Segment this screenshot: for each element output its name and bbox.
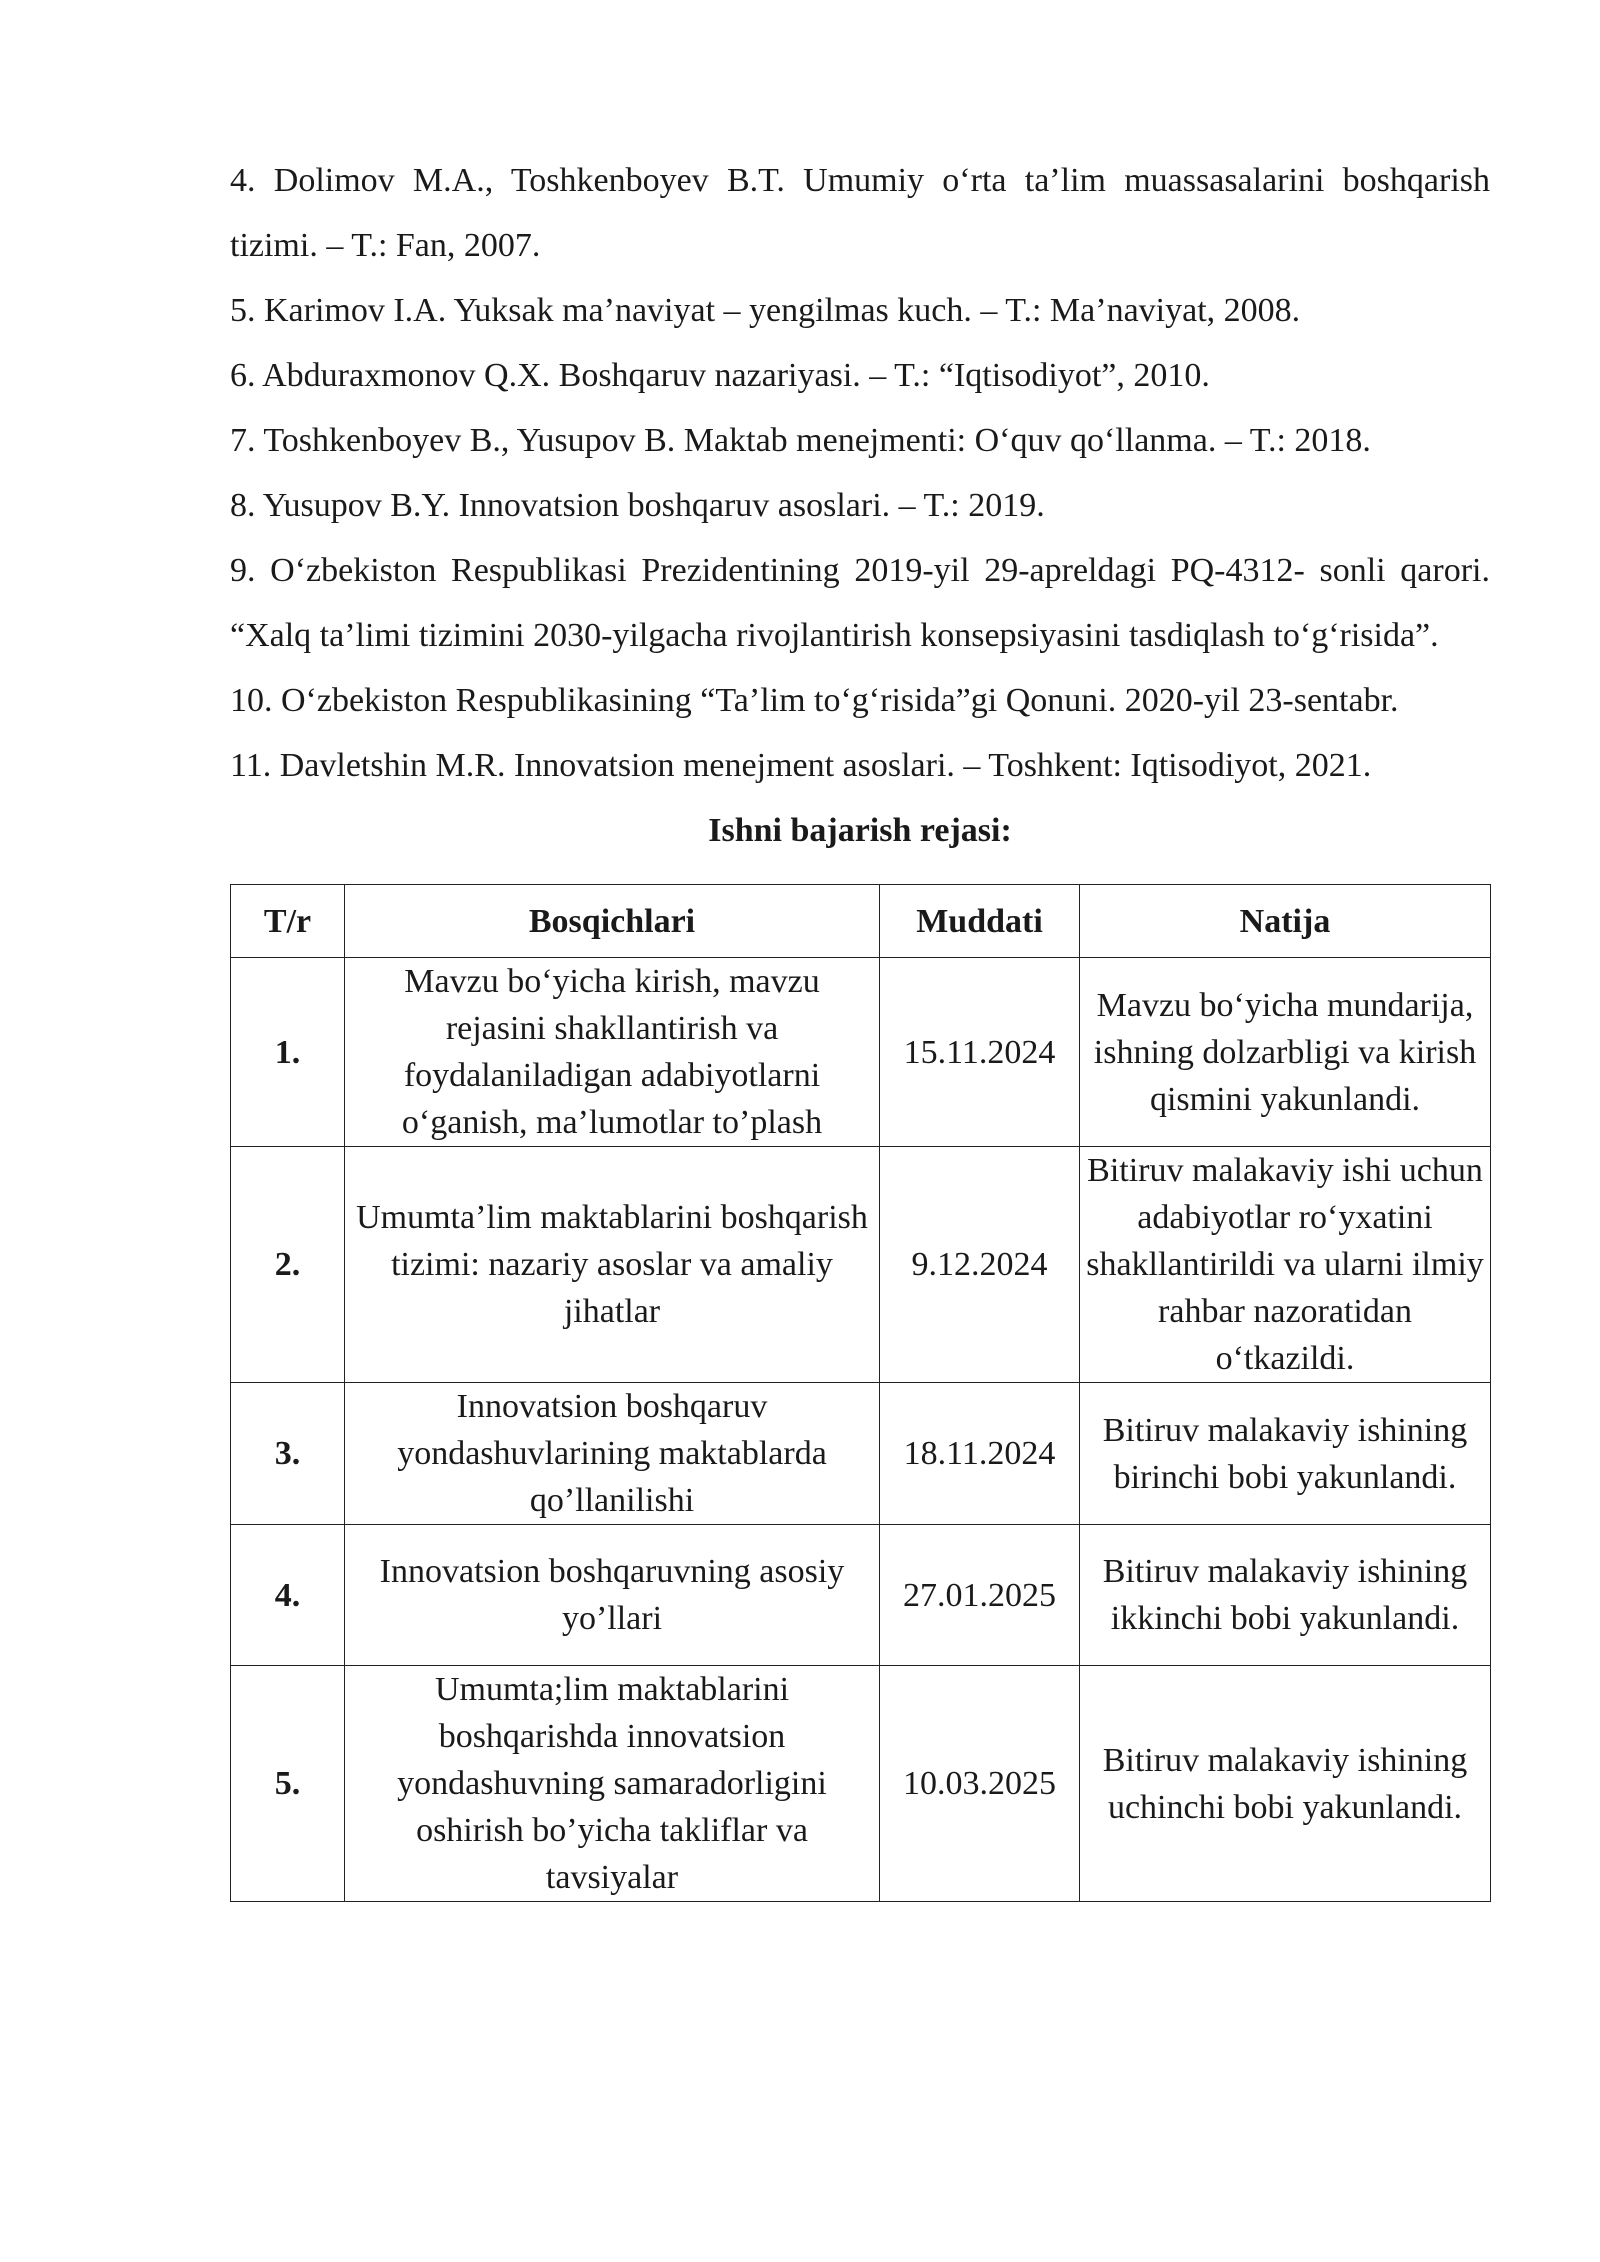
plan-header-row xyxy=(231,885,1491,958)
row-stage: Umumta’lim maktablarini boshqarish tizimi: nazariy asoslar va amaliy jihatlar xyxy=(345,1147,880,1383)
row-stage: Innovatsion boshqaruvning asosiy yo’llari xyxy=(345,1525,880,1666)
reference-list xyxy=(230,148,1490,798)
row-stage: Innovatsion boshqaruv yondashuvlarining maktablarda qo’llanilishi xyxy=(345,1383,880,1525)
row-result: Bitiruv malakaviy ishi uchun adabiyotlar ro‘yxatini shakllantirildi va ularni ilmiy rahbar nazoratidan o‘tkazildi. xyxy=(1080,1147,1491,1383)
header-stages: Bosqichlari xyxy=(345,885,880,958)
table-row xyxy=(231,958,1491,1147)
row-result: Bitiruv malakaviy ishining uchinchi bobi yakunlandi. xyxy=(1080,1666,1491,1902)
reference-item-8: 8. Yusupov B.Y. Innovatsion boshqaruv asoslari. – T.: 2019. xyxy=(230,487,1045,524)
row-deadline: 10.03.2025 xyxy=(880,1666,1080,1902)
plan-title: Ishni bajarish rejasi: xyxy=(708,812,1012,849)
row-deadline: 18.11.2024 xyxy=(880,1383,1080,1525)
row-number: 3. xyxy=(231,1383,345,1525)
reference-item-4: 4. Dolimov M.A., Toshkenboyev B.T. Umumiy o‘rta ta’lim muassasalarini boshqarish tizimi. – T.: Fan, 2007. xyxy=(230,162,1490,264)
row-deadline: 27.01.2025 xyxy=(880,1525,1080,1666)
row-stage: Mavzu bo‘yicha kirish, mavzu rejasini shakllantirish va foydalaniladigan adabiyotlarni o‘ganish, ma’lumotlar to’plash xyxy=(345,958,880,1147)
table-row xyxy=(231,1666,1491,1902)
reference-item-6: 6. Abduraxmonov Q.X. Boshqaruv nazariyasi. – T.: “Iqtisodiyot”, 2010. xyxy=(230,357,1210,394)
reference-item-9: 9. O‘zbekiston Respublikasi Prezidentining 2019-yil 29-apreldagi PQ-4312- sonli qarori. “Xalq ta’limi tizimini 2030-yilgacha rivojlantirish konsepsiyasini tasdiqlash to‘g‘risida”. xyxy=(230,552,1490,654)
document-page xyxy=(230,148,1490,1902)
reference-item-10: 10. O‘zbekiston Respublikasining “Ta’lim to‘g‘risida”gi Qonuni. 2020-yil 23-sentabr. xyxy=(230,682,1399,719)
row-result: Mavzu bo‘yicha mundarija, ishning dolzarbligi va kirish qismini yakunlandi. xyxy=(1080,958,1491,1147)
plan-table xyxy=(230,884,1491,1902)
row-deadline: 15.11.2024 xyxy=(880,958,1080,1147)
header-deadline: Muddati xyxy=(880,885,1080,958)
table-row xyxy=(231,1383,1491,1525)
row-deadline: 9.12.2024 xyxy=(880,1147,1080,1383)
table-row xyxy=(231,1147,1491,1383)
table-row xyxy=(231,1525,1491,1666)
row-number: 1. xyxy=(231,958,345,1147)
reference-item-5: 5. Karimov I.A. Yuksak ma’naviyat – yengilmas kuch. – T.: Ma’naviyat, 2008. xyxy=(230,292,1301,329)
row-number: 5. xyxy=(231,1666,345,1902)
row-result: Bitiruv malakaviy ishining ikkinchi bobi yakunlandi. xyxy=(1080,1525,1491,1666)
row-result: Bitiruv malakaviy ishining birinchi bobi yakunlandi. xyxy=(1080,1383,1491,1525)
reference-item-11: 11. Davletshin M.R. Innovatsion menejment asoslari. – Toshkent: Iqtisodiyot, 2021. xyxy=(230,747,1372,784)
row-number: 4. xyxy=(231,1525,345,1666)
row-number: 2. xyxy=(231,1147,345,1383)
header-result: Natija xyxy=(1080,885,1491,958)
row-stage: Umumta;lim maktablarini boshqarishda innovatsion yondashuvning samaradorligini oshirish bo’yicha takliflar va tavsiyalar xyxy=(345,1666,880,1902)
header-number: T/r xyxy=(231,885,345,958)
reference-item-7: 7. Toshkenboyev B., Yusupov B. Maktab menejmenti: O‘quv qo‘llanma. – T.: 2018. xyxy=(230,422,1371,459)
